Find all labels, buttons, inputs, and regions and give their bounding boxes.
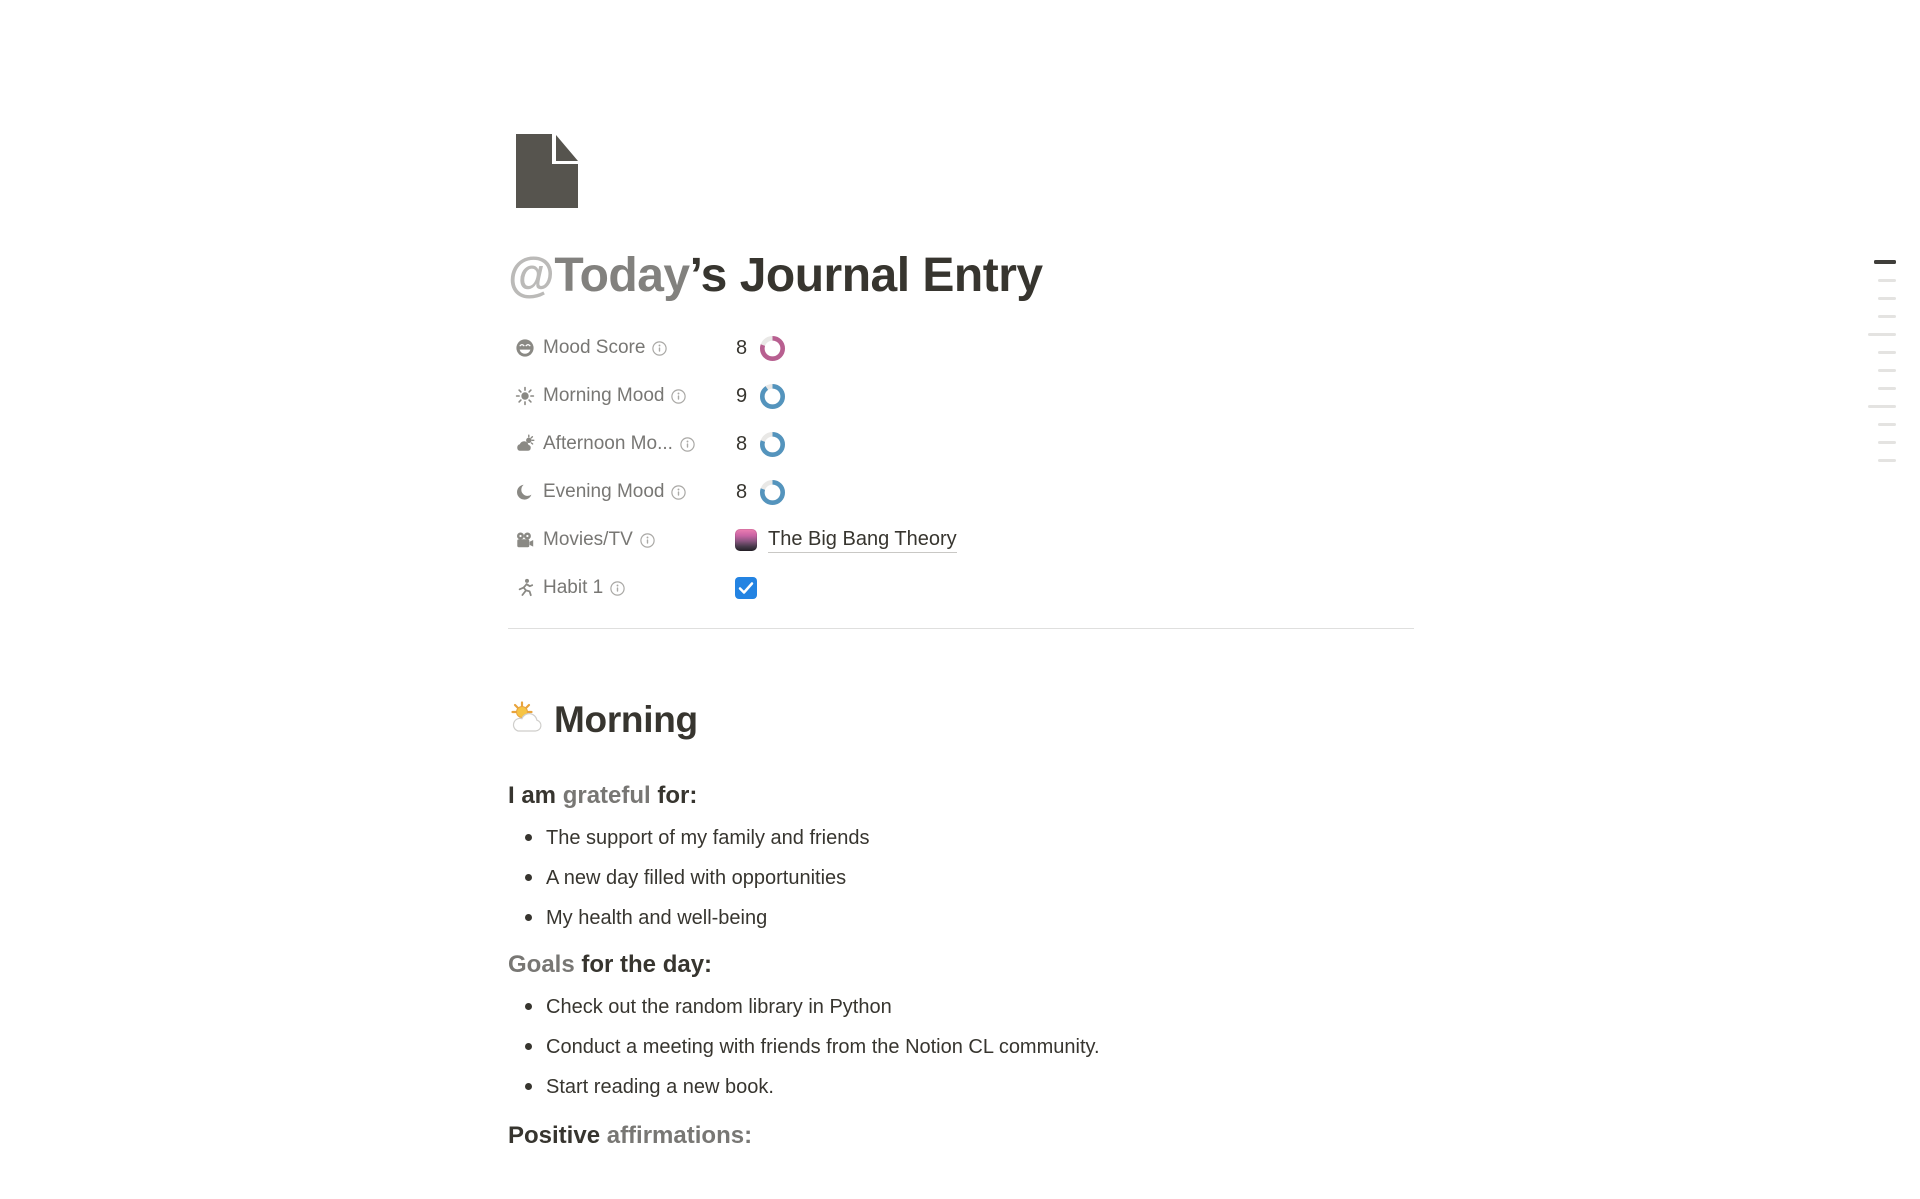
mood-value[interactable]: 8 — [735, 432, 748, 455]
info-icon[interactable] — [652, 341, 667, 356]
outline-dash[interactable] — [1878, 459, 1896, 462]
morning-heading — [508, 698, 1414, 742]
outline-dash[interactable] — [1868, 405, 1896, 408]
divider — [508, 628, 1414, 629]
info-icon[interactable] — [680, 437, 695, 452]
progress-ring — [759, 335, 786, 362]
list-item: A new day filled with opportunities — [508, 866, 1414, 890]
movie-link[interactable]: The Big Bang Theory — [768, 528, 957, 553]
outline-dash[interactable] — [1878, 279, 1896, 282]
property-value-cell[interactable] — [735, 479, 786, 506]
grateful-list — [508, 826, 1414, 930]
property-label-cell[interactable] — [508, 577, 735, 599]
progress-ring — [759, 479, 786, 506]
positive-accent: affirmations: — [606, 1122, 753, 1149]
property-label[interactable]: Mood Score — [543, 337, 646, 358]
goals-accent: Goals — [508, 951, 575, 978]
info-icon[interactable] — [671, 485, 686, 500]
outline-dash[interactable] — [1874, 260, 1896, 264]
property-value-cell[interactable] — [735, 383, 786, 410]
outline-dash[interactable] — [1878, 297, 1896, 300]
info-icon[interactable] — [610, 581, 625, 596]
progress-ring — [759, 383, 786, 410]
mood-value[interactable]: 8 — [735, 336, 748, 359]
property-label[interactable]: Habit 1 — [543, 577, 604, 598]
outline-dash[interactable] — [1878, 441, 1896, 444]
property-row — [508, 372, 1414, 420]
property-label[interactable]: Movies/TV — [543, 529, 633, 550]
property-row — [508, 468, 1414, 516]
property-label-cell[interactable] — [508, 337, 735, 359]
list-item: Check out the random library in Python — [508, 995, 1414, 1019]
property-label-cell[interactable] — [508, 385, 735, 407]
page-title — [508, 246, 1414, 306]
property-value-cell[interactable] — [735, 431, 786, 458]
sun-icon — [515, 386, 535, 406]
sun-behind-cloud-emoji-icon — [508, 699, 550, 741]
property-label-cell[interactable] — [508, 433, 735, 455]
outline-dash[interactable] — [1868, 333, 1896, 336]
date-mention-today[interactable]: Today — [554, 249, 690, 302]
property-row — [508, 516, 1414, 564]
outline-dash[interactable] — [1878, 369, 1896, 372]
progress-ring — [759, 431, 786, 458]
mood-value[interactable]: 8 — [735, 480, 748, 503]
property-label-cell[interactable] — [508, 481, 735, 503]
property-value-cell[interactable] — [735, 335, 786, 362]
progress-ring — [759, 479, 786, 506]
title-text: ’s Journal Entry — [689, 249, 1043, 302]
grateful-post: for: — [650, 782, 698, 809]
outline-dash[interactable] — [1878, 351, 1896, 354]
mood-value[interactable]: 9 — [735, 384, 748, 407]
goals-list — [508, 995, 1414, 1099]
progress-ring — [759, 431, 786, 458]
property-label[interactable]: Evening Mood — [543, 481, 665, 502]
grateful-accent: grateful — [562, 782, 651, 809]
list-item: The support of my family and friends — [508, 826, 1414, 850]
property-value-cell[interactable] — [735, 577, 757, 599]
sun-behind-cloud-icon — [515, 434, 535, 454]
outline-dash[interactable] — [1878, 315, 1896, 318]
progress-ring — [759, 383, 786, 410]
property-row — [508, 420, 1414, 468]
grateful-pre: I am — [508, 782, 563, 809]
media-thumbnail[interactable] — [735, 529, 757, 551]
positive-pre: Positive — [508, 1122, 607, 1149]
property-label[interactable]: Morning Mood — [543, 385, 665, 406]
habit-checkbox[interactable] — [735, 577, 757, 599]
page-icon[interactable] — [516, 134, 578, 208]
document-icon — [516, 134, 578, 208]
outline-dash[interactable] — [1878, 387, 1896, 390]
list-item: Start reading a new book. — [508, 1075, 1414, 1099]
grinning-face-icon — [515, 338, 535, 358]
positive-heading — [508, 1121, 1414, 1151]
runner-icon — [515, 578, 535, 598]
mention-at-sign: @ — [508, 249, 555, 302]
property-label[interactable]: Afternoon Mo... — [543, 433, 673, 454]
crescent-moon-icon — [515, 482, 535, 502]
morning-heading-text: Morning — [554, 699, 698, 740]
property-list — [508, 324, 1414, 612]
property-row — [508, 324, 1414, 372]
outline-dash[interactable] — [1878, 423, 1896, 426]
goals-heading — [508, 950, 1414, 980]
grateful-heading — [508, 781, 1414, 811]
list-item: My health and well-being — [508, 906, 1414, 930]
property-label-cell[interactable] — [508, 529, 735, 551]
info-icon[interactable] — [640, 533, 655, 548]
info-icon[interactable] — [671, 389, 686, 404]
page-content — [508, 0, 1414, 1151]
goals-post: for the day: — [574, 951, 713, 978]
property-value-cell[interactable] — [735, 528, 957, 553]
progress-ring — [759, 335, 786, 362]
list-item: Conduct a meeting with friends from the Notion CL community. — [508, 1035, 1414, 1059]
property-row — [508, 564, 1414, 612]
page-outline-indicator[interactable] — [1868, 260, 1896, 462]
movie-camera-icon — [515, 530, 535, 550]
